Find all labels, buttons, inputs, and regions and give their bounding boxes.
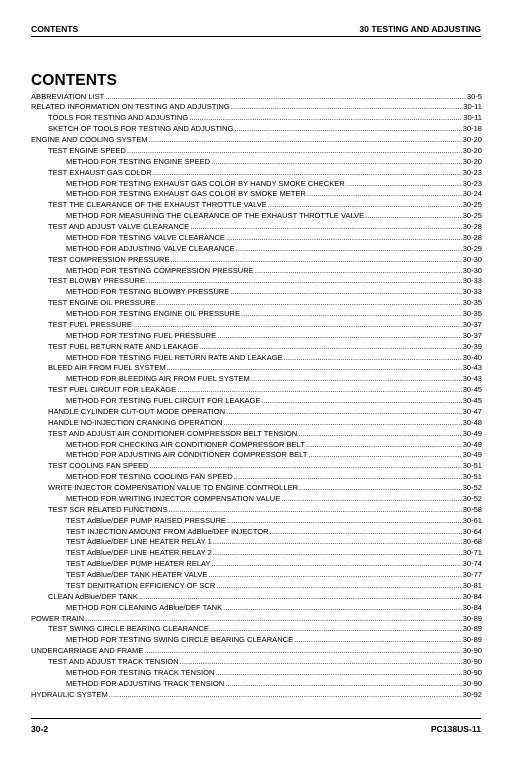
toc-entry[interactable] [31,342,482,353]
toc-entry-page: 30-74 [462,559,482,569]
toc-entry-page: 30-71 [462,548,482,558]
dot-leader [149,135,462,146]
toc-entry-page: 30-39 [462,341,482,351]
dot-leader [215,668,461,679]
dot-leader [150,461,462,472]
dot-leader [127,146,462,157]
page-title: CONTENTS [31,72,118,89]
toc-entry[interactable] [31,624,482,635]
dot-leader [294,635,462,646]
toc-entry-page: 30-90 [462,678,482,688]
dot-leader [139,592,462,603]
toc-entry-page: 30-45 [462,396,482,405]
dot-leader [234,472,462,483]
dot-leader [189,113,462,124]
toc-entry-page: 30-37 [462,330,482,340]
toc-entry-title: WRITE INJECTOR COMPENSATION VALUE TO ENGINE CONTROLLER [48,483,299,492]
toc-entry-title: TEST AdBlue/DEF LINE HEATER RELAY 1 [66,537,212,547]
dot-leader [167,363,462,374]
toc-entry-page: 30-84 [462,602,482,612]
dot-leader [105,92,466,103]
toc-entry[interactable] [31,559,482,570]
toc-entry-title: TOOLS FOR TESTING AND ADJUSTING [48,113,189,123]
dot-leader [144,646,461,657]
table-of-contents [31,92,482,701]
toc-entry-page: 30-5 [466,91,482,101]
dot-leader [177,385,462,396]
dot-leader [270,527,462,538]
toc-entry[interactable] [31,657,482,668]
toc-entry[interactable] [31,211,482,222]
toc-entry[interactable] [31,429,482,440]
toc-entry-page: 30-45 [462,385,482,395]
toc-entry-title: TEST AdBlue/DEF LINE HEATER RELAY 2 [66,548,212,558]
toc-entry[interactable] [31,516,482,527]
toc-entry[interactable] [31,603,482,614]
dot-leader [281,494,461,505]
toc-entry-title: TEST FUEL RETURN RATE AND LEAKAGE [48,341,199,351]
toc-entry-page: 30-47 [462,406,482,416]
toc-entry-title: METHOD FOR TESTING ENGINE OIL PRESSURE [66,309,241,318]
dot-leader [223,418,461,429]
toc-entry-page: 30-90 [462,657,482,666]
toc-entry[interactable] [31,690,482,701]
toc-entry[interactable] [31,385,482,396]
toc-entry-page: 30-58 [462,504,482,514]
toc-entry[interactable] [31,113,482,124]
toc-entry-page: 30-81 [462,580,482,590]
toc-entry[interactable] [31,168,482,179]
toc-entry-title: METHOD FOR CLEANING AdBlue/DEF TANK [66,602,223,612]
toc-entry-page: 30-25 [462,200,482,210]
dot-leader [208,570,461,581]
toc-entry-page: 30-89 [462,613,482,623]
toc-entry[interactable] [31,179,482,190]
toc-entry[interactable] [31,124,482,135]
toc-entry-title: METHOD FOR TESTING EXHAUST GAS COLOR BY SMOKE METER [66,189,306,199]
dot-leader [212,559,462,570]
toc-entry[interactable] [31,614,482,625]
toc-entry-title: METHOD FOR TESTING COMPRESSION PRESSURE [66,265,254,275]
toc-entry-title: UNDERCARRIAGE AND FRAME [31,646,144,656]
toc-entry[interactable] [31,592,482,603]
toc-entry-title: ABBREVIATION LIST [31,91,105,101]
toc-entry[interactable] [31,396,482,407]
toc-entry[interactable] [31,581,482,592]
toc-entry[interactable] [31,635,482,646]
header-chapter-label: 30 TESTING AND ADJUSTING [359,24,481,34]
toc-entry-title: TEST ENGINE OIL PRESSURE [48,298,156,308]
toc-entry-title: METHOD FOR TESTING SWING CIRCLE BEARING CLEARANCE [66,635,294,645]
dot-leader [180,657,462,668]
toc-entry-page: 30-90 [462,667,482,677]
dot-leader [236,244,462,255]
toc-entry-title: POWER TRAIN [31,613,85,623]
toc-entry-title: METHOD FOR CHECKING AIR CONDITIONER COMPRESSOR BELT [66,439,305,449]
toc-entry-title: TEST COMPRESSION PRESSURE [48,254,170,264]
toc-entry-title: METHOD FOR TESTING TRACK TENSION [66,667,215,677]
toc-entry[interactable] [31,276,482,287]
toc-entry-page: 30-49 [462,428,482,438]
toc-entry[interactable] [31,527,482,538]
toc-entry-page: 30-11 [463,113,482,123]
toc-entry-page: 30-84 [462,591,482,601]
dot-leader [308,450,461,461]
toc-entry[interactable] [31,200,482,211]
toc-entry-title: METHOD FOR TESTING EXHAUST GAS COLOR BY HANDY SMOKE CHECKER [66,178,345,188]
dot-leader [298,429,461,440]
toc-entry-page: 30-23 [462,167,482,177]
dot-leader [213,537,462,548]
toc-entry-page: 30-77 [462,570,482,579]
footer-page-number: 30-2 [31,724,49,734]
toc-entry-page: 30-35 [462,309,482,318]
toc-entry-title: METHOD FOR WRITING INJECTOR COMPENSATION VALUE [66,493,281,503]
dot-leader [170,255,461,266]
dot-leader [234,124,461,135]
dot-leader [268,200,462,211]
toc-entry-page: 30-33 [462,276,482,286]
toc-entry-title: HANDLE CYLINDER CUT-OUT MODE OPERATION [48,406,226,416]
toc-entry-title: TEST AdBlue/DEF TANK HEATER VALVE [66,570,208,579]
toc-entry-page: 30-89 [462,635,482,645]
dot-leader [299,483,462,494]
toc-entry-page: 30-52 [462,493,482,503]
dot-leader [217,331,462,342]
toc-entry-title: TEST BLOWBY PRESSURE [48,276,146,286]
toc-entry[interactable] [31,331,482,342]
dot-leader [261,396,461,407]
toc-entry[interactable] [31,135,482,146]
toc-entry-title: TEST SWING CIRCLE BEARING CLEARANCE [48,624,209,634]
dot-leader [365,211,462,222]
toc-entry[interactable] [31,472,482,483]
dot-leader [284,353,462,364]
dot-leader [109,690,462,701]
toc-entry[interactable] [31,418,482,429]
toc-entry-title: METHOD FOR TESTING VALVE CLEARANCE [66,232,225,242]
dot-leader [216,581,461,592]
toc-entry-title: TEST FUEL PRESSURE [48,319,132,329]
toc-entry-page: 30-89 [462,624,482,634]
toc-entry-page: 30-68 [462,537,482,547]
toc-entry[interactable] [31,407,482,418]
toc-entry[interactable] [31,298,482,309]
toc-entry-title: TEST AND ADJUST TRACK TENSION [48,657,179,666]
toc-entry-title: TEST AdBlue/DEF PUMP HEATER RELAY [66,559,211,569]
toc-entry-title: METHOD FOR TESTING FUEL RETURN RATE AND LEAKAGE [66,352,283,362]
toc-entry[interactable] [31,287,482,298]
dot-leader [85,614,462,625]
toc-entry-page: 30-11 [463,102,482,112]
toc-entry-page: 30-25 [462,211,482,221]
page-header [31,22,481,37]
dot-leader [157,298,462,309]
dot-leader [146,276,462,287]
toc-entry-page: 30-28 [462,232,482,242]
dot-leader [199,342,461,353]
dot-leader [306,440,462,451]
toc-entry-title: TEST FUEL CIRCUIT FOR LEAKAGE [48,385,177,395]
dot-leader [223,603,462,614]
toc-entry[interactable] [31,548,482,559]
dot-leader [226,407,462,418]
toc-entry-page: 30-90 [462,646,482,656]
dot-leader [211,157,462,168]
toc-entry-title: TEST AND ADJUST VALVE CLEARANCE [48,222,190,231]
toc-entry[interactable] [31,244,482,255]
toc-entry[interactable] [31,494,482,505]
dot-leader [231,102,462,113]
toc-entry[interactable] [31,92,482,103]
toc-entry-page: 30-40 [462,352,482,362]
toc-entry-title: TEST EXHAUST GAS COLOR [48,167,152,177]
toc-entry[interactable] [31,309,482,320]
dot-leader [213,548,462,559]
toc-entry-page: 30-49 [462,450,482,460]
toc-entry-title: HYDRAULIC SYSTEM [31,689,108,699]
dot-leader [210,624,462,635]
toc-entry-title: TEST SCR RELATED FUNCTIONS [48,504,168,514]
dot-leader [307,189,462,200]
toc-entry-title: ENGINE AND COOLING SYSTEM [31,135,148,144]
dot-leader [346,179,462,190]
dot-leader [227,516,462,527]
toc-entry-page: 30-33 [462,287,482,297]
toc-entry[interactable] [31,646,482,657]
toc-entry-title: TEST DENITRATION EFFICIENCY OF SCR [66,580,216,590]
page-footer [31,718,481,734]
toc-entry-title: TEST INJECTION AMOUNT FROM AdBlue/DEF INJECTOR [66,526,269,536]
toc-entry[interactable] [31,440,482,451]
toc-entry[interactable] [31,505,482,516]
toc-entry[interactable] [31,157,482,168]
toc-entry-title: METHOD FOR ADJUSTING VALVE CLEARANCE [66,243,235,253]
toc-entry[interactable] [31,146,482,157]
dot-leader [169,505,462,516]
toc-entry-title: METHOD FOR TESTING COOLING FAN SPEED [66,472,233,482]
toc-entry-title: TEST AdBlue/DEF PUMP RAISED PRESSURE [66,515,226,525]
toc-entry-page: 30-20 [462,135,482,144]
toc-entry-page: 30-51 [462,472,482,482]
toc-entry-page: 30-23 [462,178,482,188]
toc-entry[interactable] [31,222,482,233]
footer-model-number: PC138US-11 [430,724,481,734]
toc-entry-title: TEST COOLING FAN SPEED [48,461,149,471]
toc-entry-page: 30-43 [462,363,482,373]
toc-entry-page: 30-30 [462,265,482,275]
toc-entry[interactable] [31,679,482,690]
dot-leader [190,222,461,233]
toc-entry-title: BLEED AIR FROM FUEL SYSTEM [48,363,166,373]
toc-entry-title: METHOD FOR TESTING FUEL PRESSURE [66,330,217,340]
dot-leader [153,168,462,179]
toc-entry[interactable] [31,320,482,331]
toc-entry-title: METHOD FOR TESTING FUEL CIRCUIT FOR LEAKAGE [66,396,261,405]
toc-entry-title: TEST AND ADJUST AIR CONDITIONER COMPRESSOR BELT TENSION [48,428,298,438]
toc-entry-page: 30-43 [462,374,482,384]
toc-entry[interactable] [31,450,482,461]
toc-entry-page: 30-49 [462,439,482,449]
toc-entry-title: RELATED INFORMATION ON TESTING AND ADJUSTING [31,102,230,112]
toc-entry-title: METHOD FOR TESTING BLOWBY PRESSURE [66,287,230,297]
dot-leader [226,233,462,244]
toc-entry-page: 30-20 [462,145,482,155]
toc-entry-title: TEST ENGINE SPEED [48,145,126,155]
toc-entry-title: METHOD FOR TESTING ENGINE SPEED [66,156,211,166]
toc-entry[interactable] [31,353,482,364]
toc-entry-title: METHOD FOR BLEEDING AIR FROM FUEL SYSTEM [66,374,250,384]
toc-entry[interactable] [31,102,482,113]
toc-entry-title: TEST THE CLEARANCE OF THE EXHAUST THROTTLE VALVE [48,200,267,210]
toc-entry-title: METHOD FOR ADJUSTING AIR CONDITIONER COMPRESSOR BELT [66,450,308,460]
toc-entry[interactable] [31,668,482,679]
toc-entry-page: 30-37 [462,319,482,329]
toc-entry-page: 30-48 [462,417,482,427]
toc-entry-page: 30-29 [462,243,482,253]
toc-entry[interactable] [31,363,482,374]
toc-entry-page: 30-28 [462,222,482,231]
toc-entry-page: 30-51 [462,461,482,471]
toc-entry-title: CLEAN AdBlue/DEF TANK [48,591,138,601]
toc-entry[interactable] [31,266,482,277]
toc-entry-page: 30-18 [462,124,482,134]
toc-entry-page: 30-61 [462,515,482,525]
toc-entry-title: METHOD FOR MEASURING THE CLEARANCE OF THE EXHAUST THROTTLE VALVE [66,211,365,221]
toc-entry[interactable] [31,537,482,548]
dot-leader [133,320,462,331]
toc-entry-title: HANDLE NO-INJECTION CRANKING OPERATION [48,417,223,427]
dot-leader [241,309,462,320]
toc-entry[interactable] [31,570,482,581]
toc-entry[interactable] [31,374,482,385]
toc-entry-page: 30-24 [462,189,482,199]
toc-entry-page: 30-30 [462,254,482,264]
toc-entry[interactable] [31,233,482,244]
toc-entry-page: 30-20 [462,156,482,166]
toc-entry-page: 30-35 [462,298,482,308]
toc-entry-title: SKETCH OF TOOLS FOR TESTING AND ADJUSTING [48,124,234,134]
dot-leader [251,374,462,385]
dot-leader [225,679,461,690]
toc-entry[interactable] [31,483,482,494]
toc-entry[interactable] [31,255,482,266]
dot-leader [255,266,462,277]
toc-entry-page: 30-52 [462,483,482,492]
toc-entry[interactable] [31,189,482,200]
toc-entry-page: 30-92 [462,689,482,699]
toc-entry-page: 30-64 [462,526,482,536]
header-section-label: CONTENTS [31,24,79,34]
toc-entry-title: METHOD FOR ADJUSTING TRACK TENSION [66,678,225,688]
dot-leader [230,287,461,298]
toc-entry[interactable] [31,461,482,472]
